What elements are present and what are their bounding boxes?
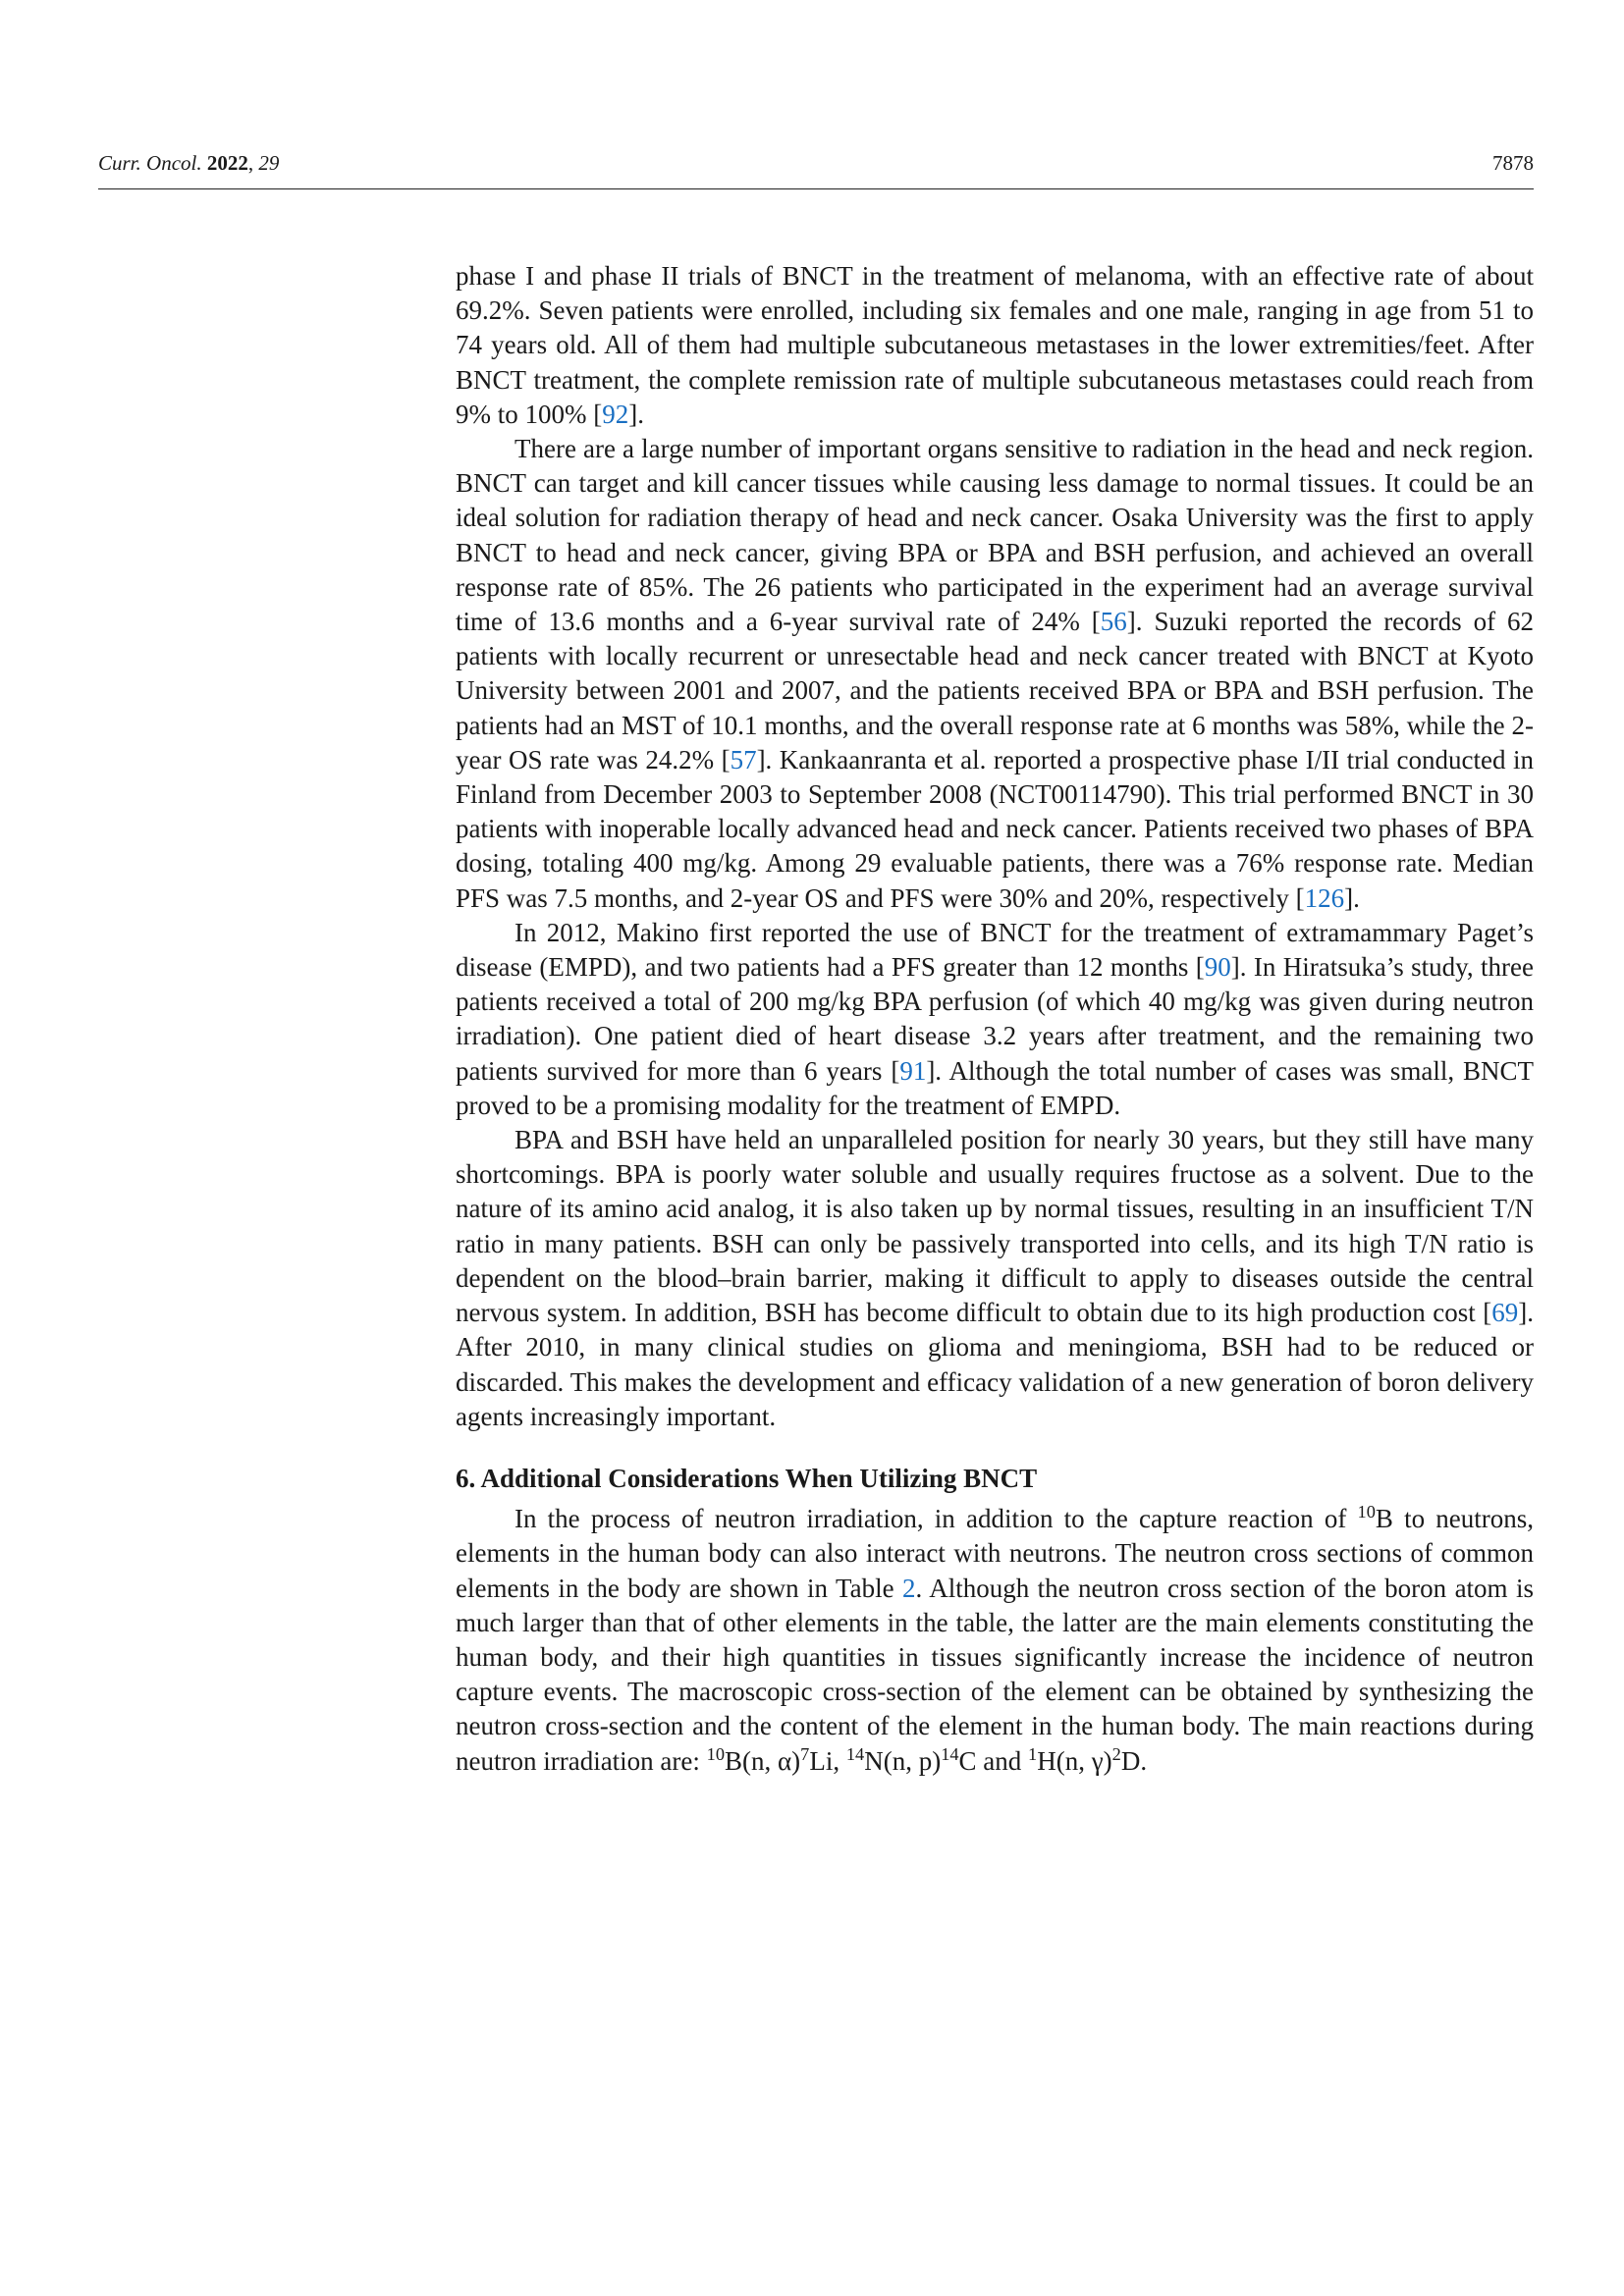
text-run: There are a large number of important organs sensitive to radiation in the head and neck region. BNCT can target and kill cancer tissues while causing less damage to normal tissues. It could be an ideal solution for radiation therapy of head and neck cancer. Osaka University was the first to apply BNCT to head and neck cancer, giving BPA or BPA and BSH perfusion, and achieved an overall response rate of 85%. The 26 patients who participated in the experiment had an average survival time of 13.6 months and a 6-year survival rate of 24% [ bbox=[456, 434, 1534, 637]
text-run: In 2012, Makino first reported the use of BNCT for the treatment of extramammary Paget’s disease (EMPD), and two patients had a PFS greater than 12 months [ bbox=[456, 917, 1534, 983]
text-run: ]. Kankaanranta et al. reported a prospective phase I/II trial conducted in Finland from December 2003 to September 2008 (NCT00114790). This trial performed BNCT in 30 patients with inoperable locally advanced head and neck cancer. Patients received two phases of BPA dosing, totaling 400 mg/kg. Among 29 evaluable patients, there was a 76% response rate. Median PFS was 7.5 months, and 2-year OS and PFS were 30% and 20%, respectively [ bbox=[456, 744, 1534, 913]
text-run: Li, bbox=[809, 1745, 846, 1776]
paragraph-head-neck bbox=[456, 432, 1534, 916]
text-run: ]. bbox=[628, 399, 644, 429]
superscript: 2 bbox=[1111, 1743, 1121, 1764]
text-run: D. bbox=[1120, 1745, 1148, 1776]
journal-citation: Curr. Oncol. 2022, 29 bbox=[98, 151, 280, 175]
text-run: B(n, α) bbox=[725, 1745, 801, 1776]
text-run: B to neutrons, elements in the human body can also interact with neutrons. The neutron cross sections of common elements in the body are shown in Table bbox=[456, 1504, 1535, 1603]
text-run: H(n, γ) bbox=[1037, 1745, 1112, 1776]
text-run: BPA and BSH have held an unparalleled position for nearly 30 years, but they still have many shortcomings. BPA is poorly water soluble and usually requires fructose as a solvent. Due to the nature of its amino acid analog, it is also taken up by normal tissues, resulting in an insufficient T/N ratio in many patients. BSH can only be passively transported into cells, and its high T/N ratio is dependent on the blood–brain barrier, making it difficult to apply to diseases outside the central nervous system. In addition, BSH has become difficult to obtain due to its high production cost [ bbox=[456, 1125, 1534, 1328]
citation-link[interactable]: 126 bbox=[1304, 882, 1345, 913]
text-run: ]. Suzuki reported the records of 62 patients with locally recurrent or unresectable head and neck cancer treated with BNCT at Kyoto University between 2001 and 2007, and the patients received BPA or BPA and BSH perfusion. The patients had an MST of 10.1 months, and the overall response rate at 6 months was 58%, while the 2-year OS rate was 24.2% [ bbox=[456, 607, 1534, 774]
text-run: ]. In Hiratsuka’s study, three patients received a total of 200 mg/kg BPA perfusion (of which 40 mg/kg was given during neutron irradiation). One patient died of heart disease 3.2 years after treatment, and the remaining two patients survived for more than 6 years [ bbox=[456, 952, 1534, 1086]
text-run: ]. Although the total number of cases was small, BNCT proved to be a promising modality for the treatment of EMPD. bbox=[456, 1055, 1534, 1120]
citation-link[interactable]: 56 bbox=[1100, 607, 1127, 637]
superscript: 10 bbox=[706, 1743, 726, 1764]
superscript: 7 bbox=[800, 1743, 810, 1764]
citation-link[interactable]: 57 bbox=[730, 744, 757, 774]
text-run: ]. bbox=[1344, 882, 1360, 913]
citation-link[interactable]: 92 bbox=[602, 399, 629, 429]
journal-volume: 29 bbox=[258, 151, 280, 175]
journal-year: 2022 bbox=[206, 151, 248, 175]
superscript: 1 bbox=[1028, 1743, 1038, 1764]
superscript: 14 bbox=[845, 1743, 865, 1764]
section-heading: 6. Additional Considerations When Utilizing BNCT bbox=[456, 1463, 1038, 1493]
paragraph-neutron-irradiation bbox=[456, 1502, 1534, 1779]
text-run: . Although the neutron cross section of the boron atom is much larger than that of other elements in the table, the latter are the main elements constituting the human body, and their high quantities in tissues significantly increase the incidence of neutron capture events. The macroscopic cross-section of the element can be obtained by synthesizing the neutron cross-section and the content of the element in the human body. The main reactions during neutron irradiation are: bbox=[456, 1573, 1535, 1776]
superscript: 14 bbox=[941, 1743, 959, 1764]
page-header bbox=[98, 149, 1534, 189]
page-number: 7878 bbox=[1492, 151, 1534, 175]
paragraph-bpa-bsh bbox=[456, 1123, 1534, 1434]
article-body bbox=[456, 259, 1534, 1779]
text-run: ]. After 2010, in many clinical studies on glioma and meningioma, BSH had to be reduced or discarded. This makes the development and efficacy validation of a new generation of boron delivery agents increasingly important. bbox=[456, 1298, 1534, 1431]
journal-name: Curr. Oncol. bbox=[98, 151, 202, 175]
text-run: phase I and phase II trials of BNCT in the treatment of melanoma, with an effective rate of about 69.2%. Seven patients were enrolled, including six females and one male, ranging in age from 51 to 74 years old. All of them had multiple subcutaneous metastases in the lower extremities/feet. After BNCT treatment, the complete remission rate of multiple subcutaneous metastases could reach from 9% to 100% [ bbox=[456, 261, 1534, 429]
text-run: C and bbox=[958, 1745, 1029, 1776]
table-reference-link[interactable]: 2 bbox=[902, 1573, 916, 1603]
text-run: N(n, p) bbox=[864, 1745, 942, 1776]
citation-link[interactable]: 91 bbox=[899, 1055, 927, 1086]
paragraph-empd bbox=[456, 916, 1534, 1123]
citation-link[interactable]: 90 bbox=[1204, 952, 1231, 983]
paragraph-melanoma bbox=[456, 259, 1534, 432]
superscript: 10 bbox=[1357, 1502, 1376, 1522]
citation-link[interactable]: 69 bbox=[1491, 1298, 1519, 1328]
text-run: In the process of neutron irradiation, in addition to the capture reaction of bbox=[514, 1504, 1358, 1534]
